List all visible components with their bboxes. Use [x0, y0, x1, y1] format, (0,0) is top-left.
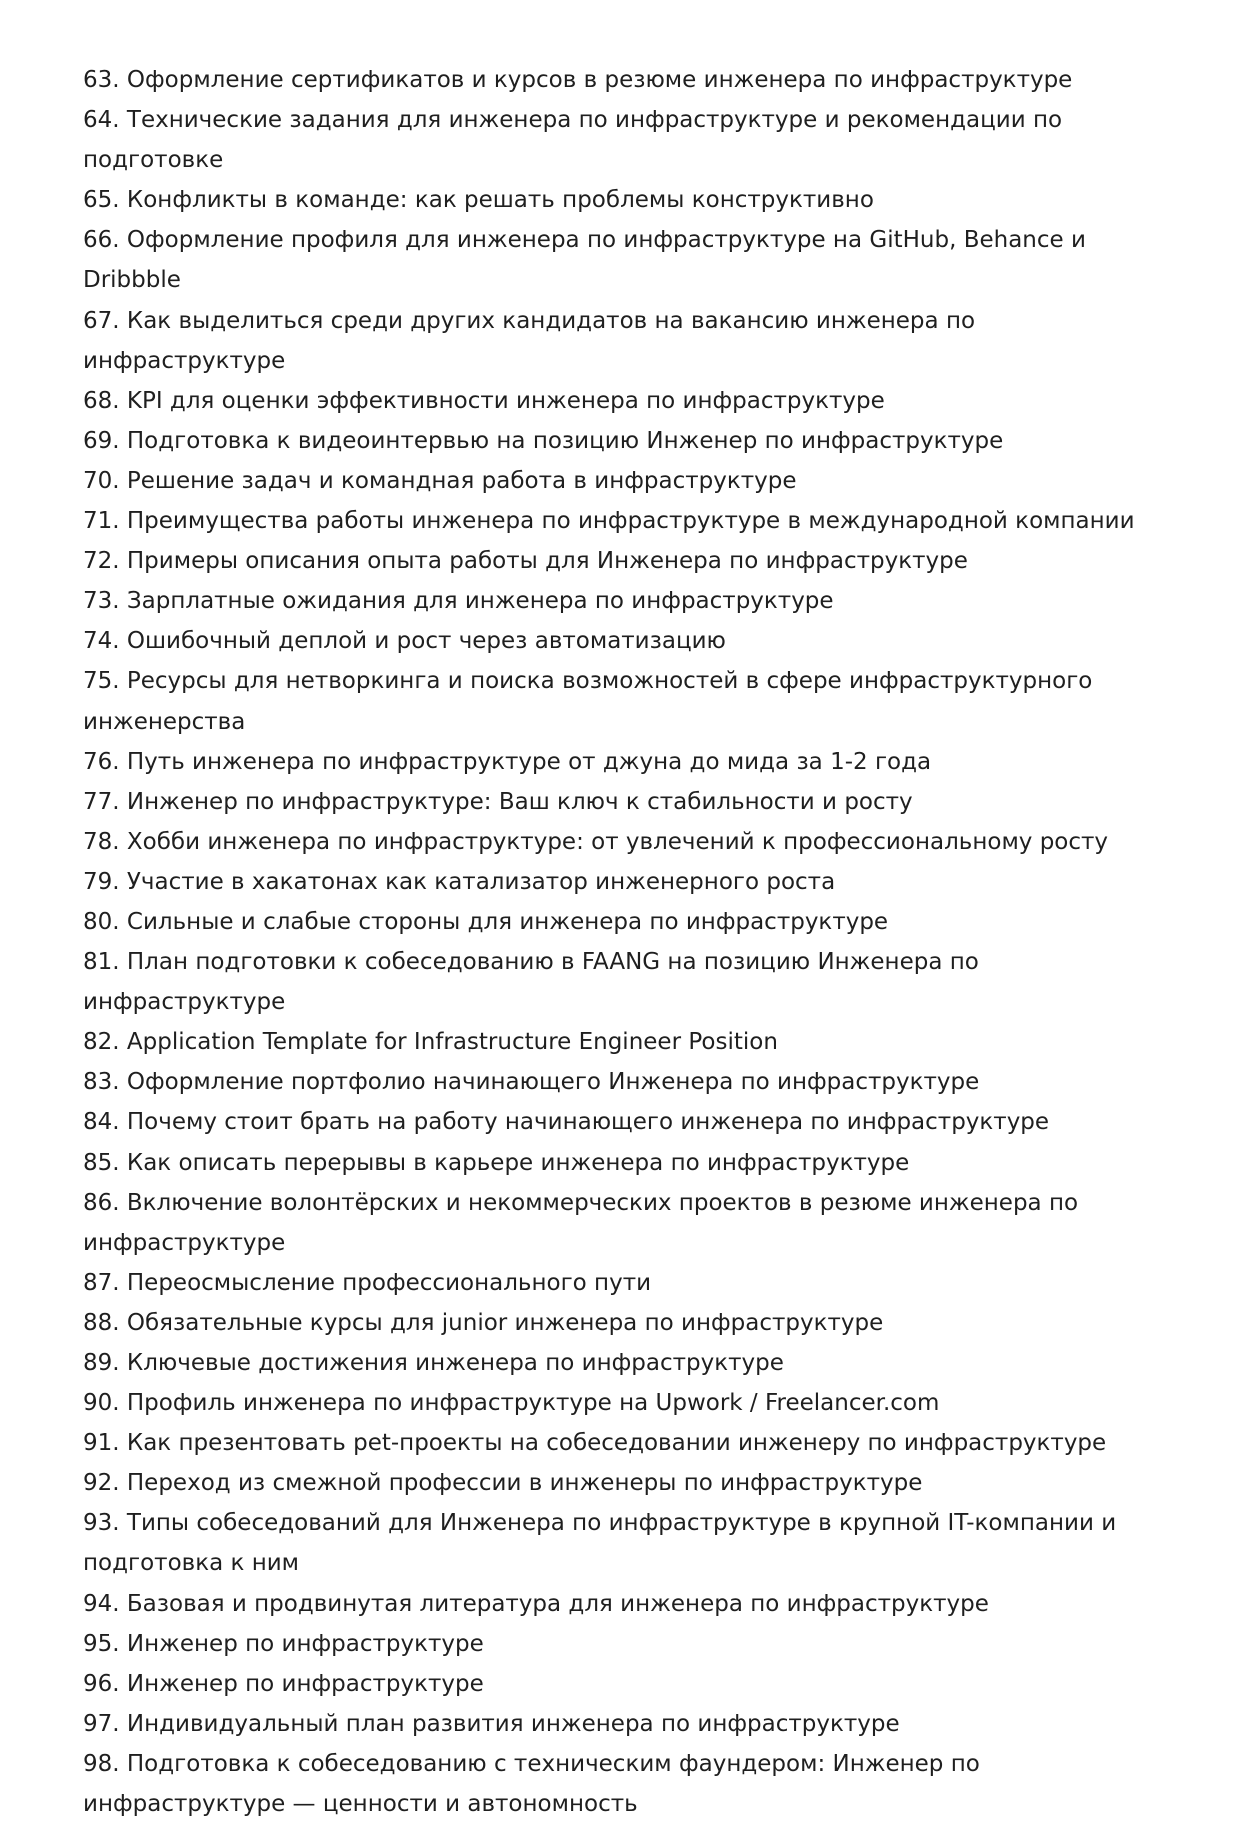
list-item: 76. Путь инженера по инфраструктуре от джуна до мида за 1-2 года	[83, 748, 932, 775]
list-item: 74. Ошибочный деплой и рост через автоматизацию	[83, 628, 726, 655]
list-item: 94. Базовая и продвинутая литература для инженера по инфраструктуре	[83, 1590, 989, 1617]
list-item: 96. Инженер по инфраструктуре	[83, 1670, 484, 1697]
list-item: 79. Участие в хакатонах как катализатор инженерного роста	[83, 868, 836, 895]
list-item: 75. Ресурсы для нетворкинга и поиска возможностей в сфере инфраструктурного инженерства	[83, 668, 1093, 735]
list-item: 71. Преимущества работы инженера по инфраструктуре в международной компании	[83, 508, 1135, 535]
list-item: 93. Типы собеседований для Инженера по инфраструктуре в крупной IT-компании и подготовка к ним	[83, 1510, 1117, 1577]
list-item: 95. Инженер по инфраструктуре	[83, 1630, 484, 1657]
list-item: 88. Обязательные курсы для junior инженера по инфраструктуре	[83, 1309, 884, 1336]
list-item: 98. Подготовка к собеседованию с техническим фаундером: Инженер по инфраструктуре — ценности и автономность	[83, 1750, 980, 1818]
list-item: 84. Почему стоит брать на работу начинающего инженера по инфраструктуре	[83, 1109, 1050, 1136]
list-item: 78. Хобби инженера по инфраструктуре: от увлечений к профессиональному росту	[83, 828, 1109, 855]
list-item: 68. KPI для оценки эффективности инженера по инфраструктуре	[83, 387, 885, 414]
list-item: 97. Индивидуальный план развития инженера по инфраструктуре	[83, 1710, 900, 1737]
list-item: 64. Технические задания для инженера по инфраструктуре и рекомендации по подготовке	[83, 107, 1063, 174]
list-item: 63. Оформление сертификатов и курсов в резюме инженера по инфраструктуре	[83, 67, 1073, 93]
list-item: 91. Как презентовать pet-проекты на собеседовании инженеру по инфраструктуре	[83, 1430, 1107, 1457]
list-item: 90. Профиль инженера по инфраструктуре на Upwork / Freelancer.com	[83, 1390, 940, 1417]
list-item: 66. Оформление профиля для инженера по инфраструктуре на GitHub, Behance и Dribbble	[83, 227, 1086, 294]
list-item: 80. Сильные и слабые стороны для инженера по инфраструктуре	[83, 908, 889, 935]
list-item: 72. Примеры описания опыта работы для Инженера по инфраструктуре	[83, 548, 968, 575]
list-item: 89. Ключевые достижения инженера по инфраструктуре	[83, 1350, 784, 1376]
list-item: 83. Оформление портфолио начинающего Инженера по инфраструктуре	[83, 1069, 980, 1096]
list-item: 86. Включение волонтёрских и некоммерческих проектов в резюме инженера по инфраструктуре	[83, 1189, 1079, 1256]
list-item: 69. Подготовка к видеоинтервью на позицию Инженер по инфраструктуре	[83, 427, 1004, 454]
list-item: 70. Решение задач и командная работа в инфраструктуре	[83, 467, 797, 494]
list-item: 73. Зарплатные ожидания для инженера по инфраструктуре	[83, 588, 834, 615]
list-item: 65. Конфликты в команде: как решать проблемы конструктивно	[83, 187, 874, 214]
list-item: 85. Как описать перерывы в карьере инженера по инфраструктуре	[83, 1149, 910, 1176]
list-item: 87. Переосмысление профессионального пути	[83, 1269, 652, 1296]
list-item: 81. План подготовки к собеседованию в FAANG на позицию Инженера по инфраструктуре	[83, 949, 979, 1016]
list-item: 77. Инженер по инфраструктуре: Ваш ключ к стабильности и росту	[83, 788, 913, 815]
article-list	[83, 60, 1163, 1824]
list-item: 67. Как выделиться среди других кандидатов на вакансию инженера по инфраструктуре	[83, 307, 976, 374]
list-item: 82. Application Template for Infrastructure Engineer Position	[83, 1029, 778, 1056]
list-item: 92. Переход из смежной профессии в инженеры по инфраструктуре	[83, 1470, 923, 1497]
